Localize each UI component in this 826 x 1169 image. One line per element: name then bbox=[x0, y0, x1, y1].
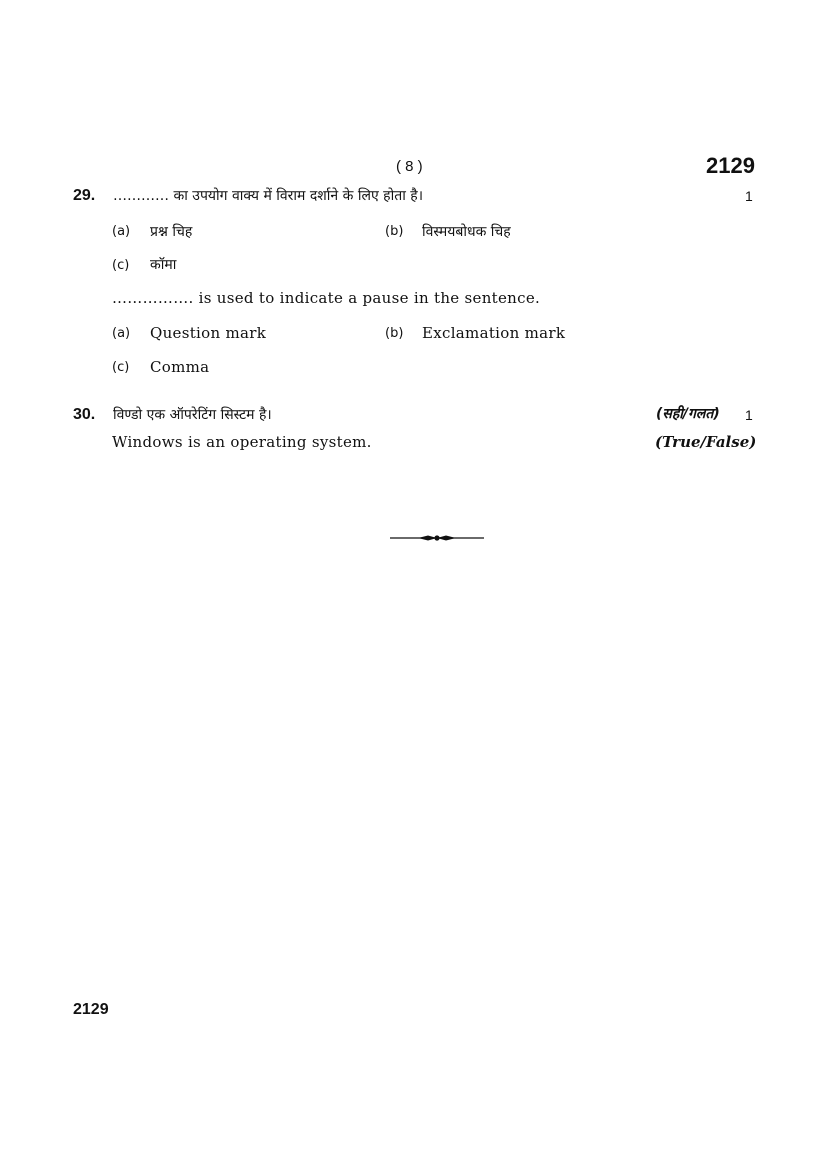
question-text-hindi: ………… का उपयोग वाक्य में विराम दर्शाने के लिए होता है। bbox=[113, 188, 424, 204]
question-marks: 1 bbox=[745, 407, 753, 423]
option-text-english: Comma bbox=[150, 358, 210, 376]
option-label: (c) bbox=[112, 360, 130, 375]
question-number: 30. bbox=[73, 406, 96, 423]
paper-code-header: 2129 bbox=[706, 153, 755, 178]
question-number: 29. bbox=[73, 187, 96, 204]
option-text-hindi: कॉमा bbox=[150, 257, 177, 273]
option-label: (a) bbox=[112, 224, 131, 239]
question-text-english: Windows is an operating system. bbox=[112, 433, 372, 451]
answer-hint-hindi: (सही/गलत) bbox=[656, 406, 720, 422]
question-marks: 1 bbox=[745, 188, 753, 204]
option-label: (b) bbox=[385, 326, 404, 341]
paper-code-footer: 2129 bbox=[73, 1001, 109, 1018]
page-number: ( 8 ) bbox=[396, 158, 423, 175]
option-text-hindi: प्रश्न चिह bbox=[150, 224, 193, 240]
option-text-english: Question mark bbox=[150, 324, 267, 342]
question-text-english: ……………. is used to indicate a pause in the sentence. bbox=[112, 289, 541, 307]
option-label: (c) bbox=[112, 258, 130, 273]
end-of-paper-ornament bbox=[388, 531, 486, 545]
answer-hint-english: (True/False) bbox=[655, 433, 757, 451]
option-text-hindi: विस्मयबोधक चिह bbox=[422, 224, 511, 240]
question-text-hindi: विण्डो एक ऑपरेटिंग सिस्टम है। bbox=[113, 407, 272, 423]
option-label: (a) bbox=[112, 326, 131, 341]
option-label: (b) bbox=[385, 224, 404, 239]
option-text-english: Exclamation mark bbox=[422, 324, 566, 342]
